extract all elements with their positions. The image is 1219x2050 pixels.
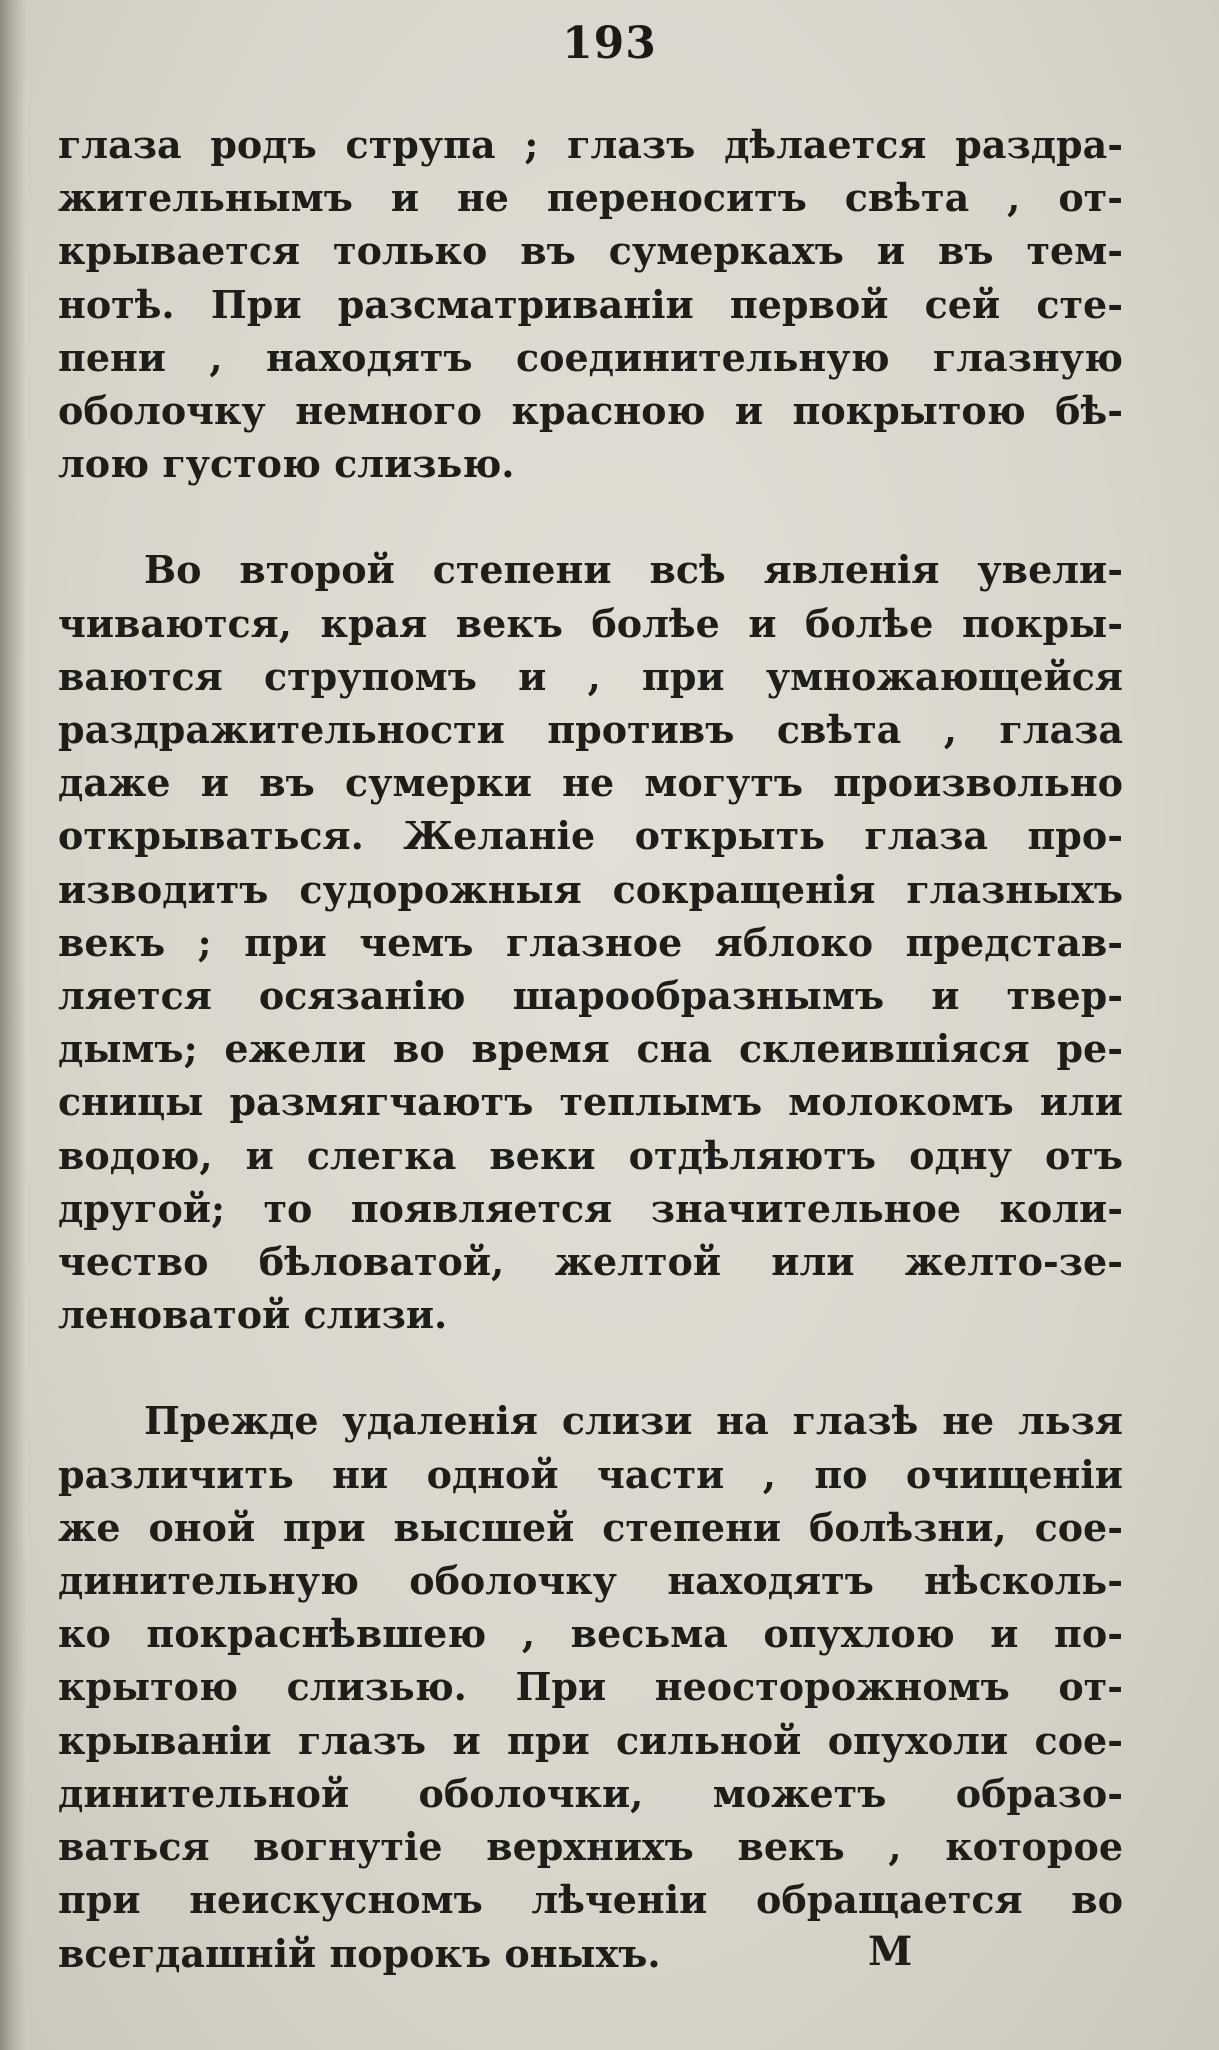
text-line: крытою слизью. При неосторожномъ от- (58, 1664, 1123, 1710)
page-gutter (0, 0, 26, 2050)
text-line: нотѣ. При разсматриваніи первой сей сте- (58, 281, 1123, 327)
text-line: Прежде удаленія слизи на глазѣ не льзя (144, 1398, 1123, 1444)
text-line: леноватой слизи. (58, 1292, 448, 1338)
text-line: другой; то появляется значительное коли- (58, 1185, 1123, 1231)
paragraph-3 (58, 1394, 1123, 1979)
text-line: пени , находятъ соединительную глазную (58, 334, 1123, 380)
text-line: даже и въ сумерки не могутъ произвольно (58, 760, 1123, 806)
text-line: ко покраснѣвшею , весьма опухлою и по- (58, 1611, 1123, 1657)
text-line: векъ ; при чемъ глазное яблоко представ- (58, 919, 1123, 965)
text-line: ляется осязанію шарообразнымъ и твер- (58, 973, 1123, 1019)
text-line: Во второй степени всѣ явленія увели- (144, 547, 1123, 593)
text-line: глаза родъ струпа ; глазъ дѣлается раздра- (58, 122, 1123, 167)
text-line: водою, и слегка веки отдѣляютъ одну отъ (58, 1132, 1123, 1178)
paragraph-1 (58, 118, 1123, 490)
text-line: сницы размягчаютъ теплымъ молокомъ или (58, 1079, 1123, 1125)
text-line: всегдашній порокъ оныхъ. (58, 1930, 661, 1976)
text-line: лою густою слизью. (58, 441, 515, 487)
body-text (58, 118, 1123, 1980)
text-line: крывается только въ сумеркахъ и въ тем- (58, 228, 1123, 274)
text-line: ваются струпомъ и , при умножающейся (58, 653, 1123, 699)
page-number: 193 (562, 18, 657, 69)
text-line: динительной оболочки, можетъ образо- (58, 1770, 1123, 1816)
text-line: жительнымъ и не переноситъ свѣта , от- (58, 175, 1123, 221)
text-line: же оной при высшей степени болѣзни, сое- (58, 1504, 1123, 1550)
text-line: при неискусномъ лѣченіи обращается во (58, 1877, 1123, 1923)
text-line: чиваются, края векъ болѣе и болѣе покры- (58, 600, 1123, 646)
text-line: различить ни одной части , по очищеніи (58, 1451, 1123, 1497)
paragraph-2 (58, 543, 1123, 1341)
signature-mark: M (868, 1928, 913, 1975)
text-line: крываніи глазъ и при сильной опухоли сое- (58, 1717, 1123, 1763)
text-line: раздражительности противъ свѣта , глаза (58, 707, 1123, 753)
text-line: ваться вогнутіе верхнихъ векъ , которое (58, 1824, 1123, 1870)
text-line: оболочку немного красною и покрытою бѣ- (58, 388, 1123, 434)
text-line: чество бѣловатой, желтой или желто-зе- (58, 1239, 1123, 1285)
text-line: открываться. Желаніе открыть глаза про- (58, 813, 1123, 859)
text-line: дымъ; ежели во время сна склеившіяся ре- (58, 1026, 1123, 1072)
text-line: изводитъ судорожныя сокращенія глазныхъ (58, 866, 1123, 912)
text-line: динительную оболочку находятъ нѣсколь- (58, 1558, 1123, 1604)
